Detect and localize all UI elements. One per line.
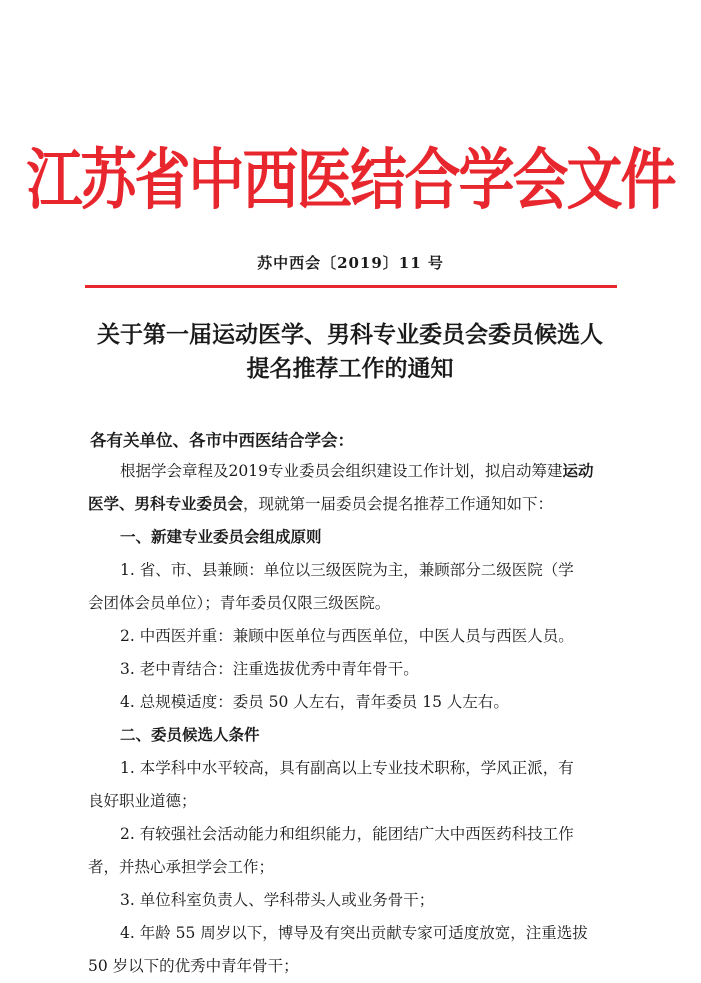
section-1-item-1-line-2: 会团体会员单位）；青年委员仅限三级医院。 — [88, 594, 391, 612]
section-2-item-2-line-1: 2. 有较强社会活动能力和组织能力，能团结广大中西医药科技工作 — [120, 825, 574, 843]
intro-line-1 — [88, 455, 623, 488]
org-title: 江苏省中西医结合学会文件 — [26, 142, 675, 219]
red-divider — [85, 285, 617, 288]
subject-line-1: 关于第一届运动医学、男科专业委员会委员候选人 — [97, 322, 603, 348]
intro-line-2 — [88, 488, 623, 521]
section-1-item-3: 3. 老中青结合：注重选拔优秀中青年骨干。 — [120, 660, 419, 678]
section-1-heading: 一、新建专业委员会组成原则 — [120, 528, 322, 546]
intro-emphasis-1: 运动 — [562, 462, 594, 480]
section-2-item-1-line-2: 良好职业道德； — [88, 792, 197, 810]
section-2-heading: 二、委员候选人条件 — [120, 726, 260, 744]
intro-text-2: ，现就第一届委员会提名推荐工作通知如下： — [243, 495, 554, 513]
section-2-item-4-line-1: 4. 年龄 55 周岁以下，博导及有突出贡献专家可适度放宽，注重选拔 — [120, 924, 588, 942]
intro-text-1: 根据学会章程及2019专业委员会组织建设工作计划，拟启动筹建 — [120, 462, 563, 480]
salutation: 各有关单位、各市中西医结合学会： — [90, 431, 354, 450]
doc-number: 苏中西会〔2019〕11 号 — [257, 254, 444, 272]
section-1-item-1-line-1: 1. 省、市、县兼顾：单位以三级医院为主，兼顾部分二级医院（学 — [120, 561, 574, 579]
document-subject — [70, 318, 630, 386]
document-body — [88, 455, 623, 983]
section-1-item-4: 4. 总规模适度：委员 50 人左右，青年委员 15 人左右。 — [120, 693, 509, 711]
section-2-item-2-line-2: 者，并热心承担学会工作； — [88, 858, 275, 876]
section-2-item-4-line-2: 50 岁以下的优秀中青年骨干； — [88, 957, 299, 975]
section-1-item-2: 2. 中西医并重：兼顾中医单位与西医单位，中医人员与西医人员。 — [120, 627, 574, 645]
subject-line-2: 提名推荐工作的通知 — [246, 356, 454, 382]
section-2-item-3: 3. 单位科室负责人、学科带头人或业务骨干； — [120, 891, 435, 909]
intro-emphasis-2: 医学、男科专业委员会 — [88, 495, 244, 513]
section-2-item-1-line-1: 1. 本学科中水平较高，具有副高以上专业技术职称，学风正派，有 — [120, 759, 574, 777]
